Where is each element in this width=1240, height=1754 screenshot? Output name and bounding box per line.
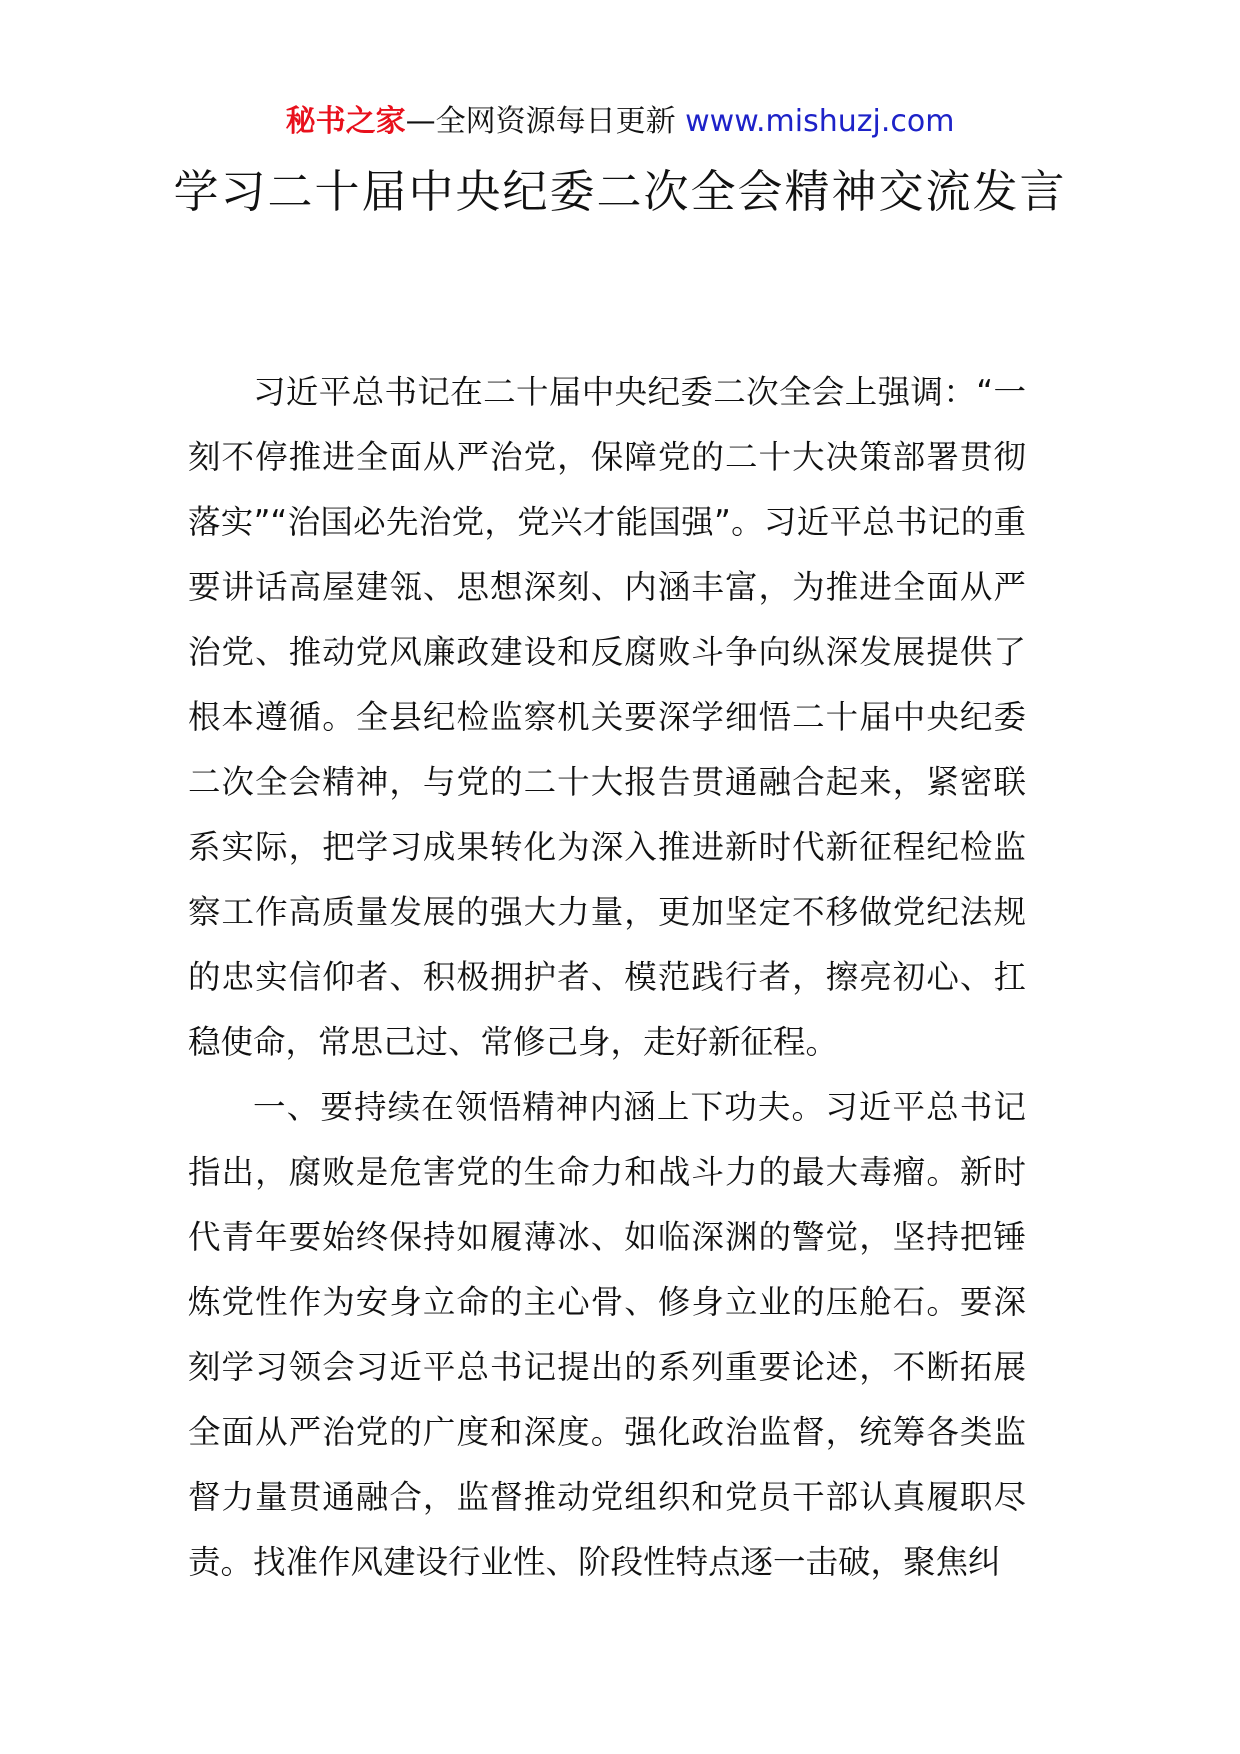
watermark-header (0, 102, 1240, 142)
body-paragraph: 一、要持续在领悟精神内涵上下功夫。习近平总书记指出，腐败是危害党的生命力和战斗力的最大毒瘤。新时代青年要始终保持如履薄冰、如临深渊的警觉，坚持把锤炼党性作为安身立命的主心骨、修身立业的压舱石。要深刻学习领会习近平总书记提出的系列重要论述，不断拓展全面从严治党的广度和深度。强化政治监督，统筹各类监督力量贯通融合，监督推动党组织和党员干部认真履职尽责。找准作风建设行业性、阶段性特点逐一击破，聚焦纠 (188, 1088, 1026, 1581)
header-brand: 秘书之家 (285, 104, 406, 139)
body-paragraph: 习近平总书记在二十届中央纪委二次全会上强调：“一刻不停推进全面从严治党，保障党的二十大决策部署贯彻落实”“治国必先治党，党兴才能国强”。习近平总书记的重要讲话高屋建瓴、思想深刻、内涵丰富，为推进全面从严治党、推动党风廉政建设和反腐败斗争向纵深发展提供了根本遵循。全县纪检监察机关要深学细悟二十届中央纪委二次全会精神，与党的二十大报告贯通融合起来，紧密联系实际，把学习成果转化为深入推进新时代新征程纪检监察工作高质量发展的强大力量，更加坚定不移做党纪法规的忠实信仰者、积极拥护者、模范践行者，擦亮初心、扛稳使命，常思己过、常修己身，走好新征程。 (188, 373, 1026, 1061)
document-body (188, 360, 1026, 1595)
document-title: 学习二十届中央纪委二次全会精神交流发言 (173, 165, 1067, 218)
header-tagline: —全网资源每日更新 (405, 104, 676, 139)
header-url-link[interactable]: www.mishuzj.com (685, 104, 955, 139)
